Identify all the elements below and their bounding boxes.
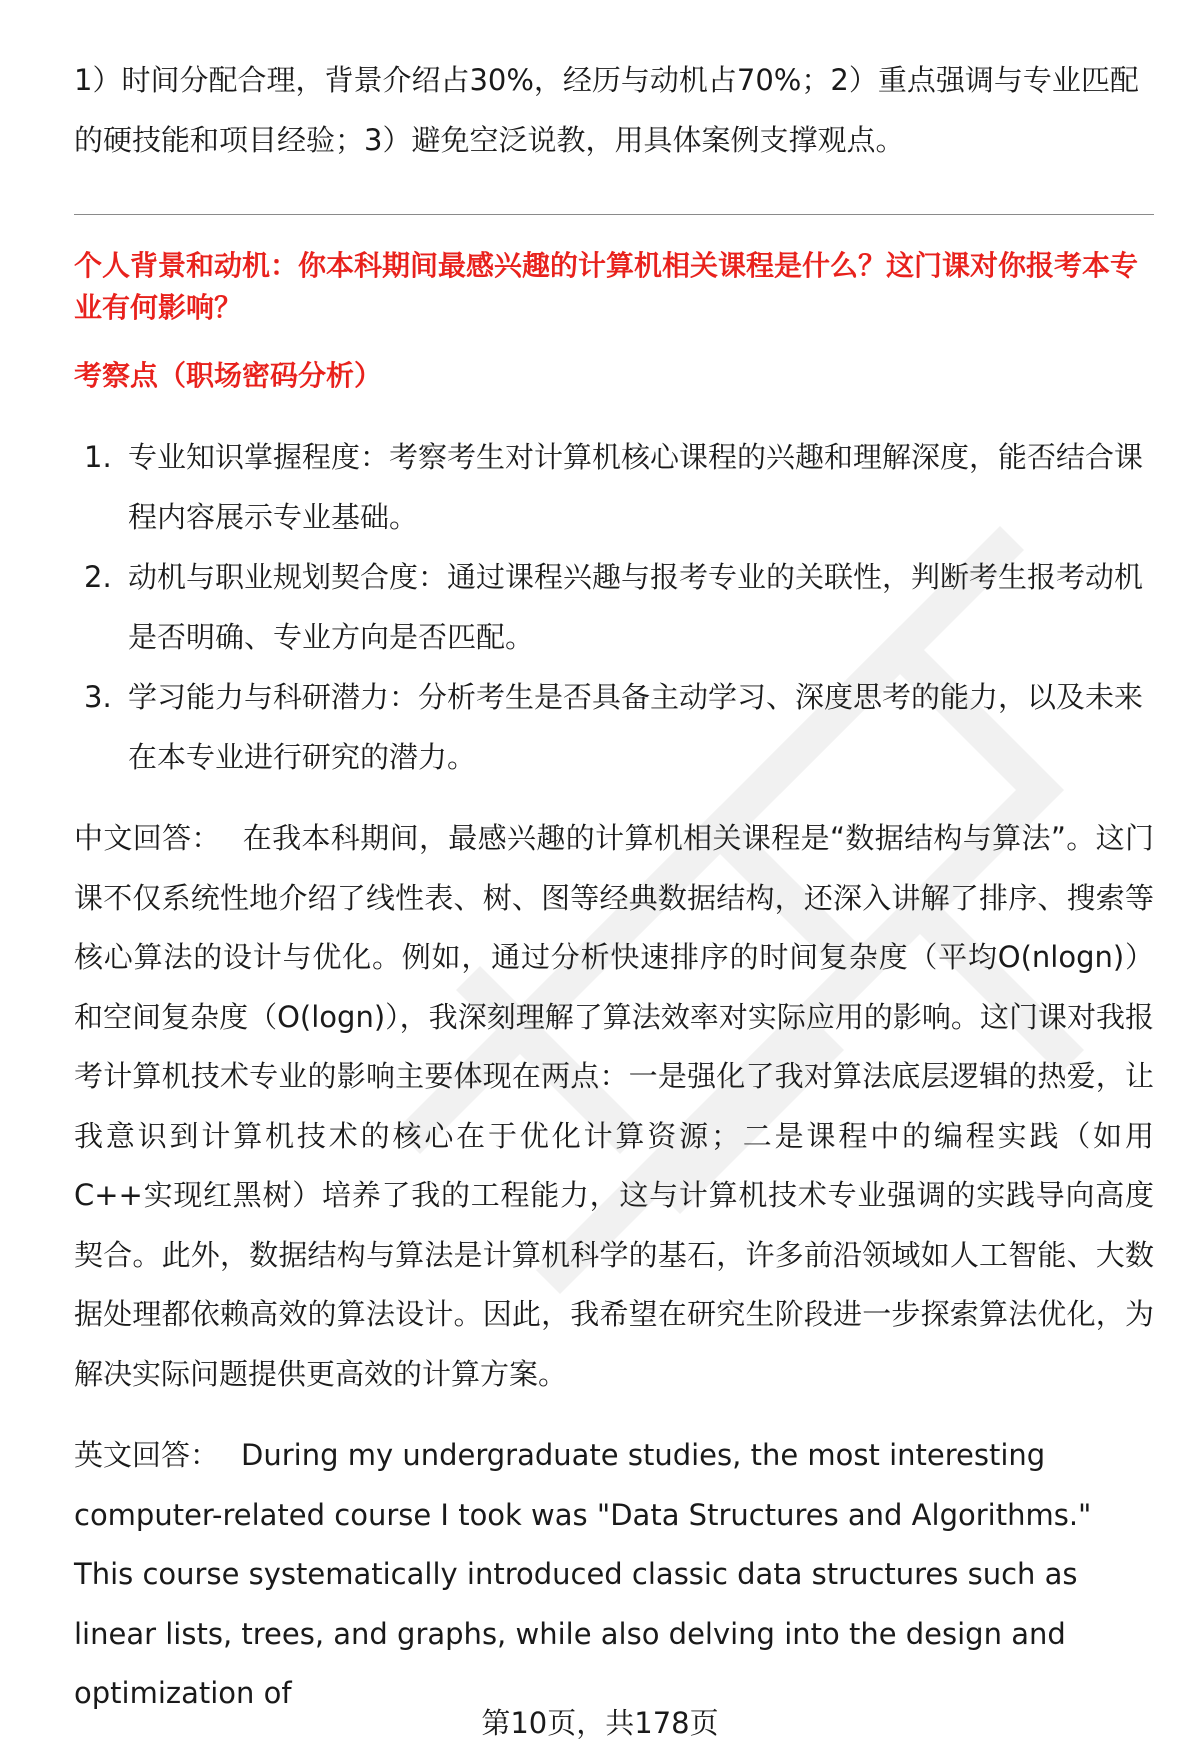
chinese-answer [74, 809, 1154, 1404]
chinese-answer-text: 在我本科期间，最感兴趣的计算机相关课程是“数据结构与算法”。这门课不仅系统性地介绍了线性表、树、图等经典数据结构，还深入讲解了排序、搜索等核心算法的设计与优化。例如，通过分析快速排序的时间复杂度（平均O(nlogn)）和空间复杂度（O(logn)），我深刻理解了算法效率对实际应用的影响。这门课对我报考计算机技术专业的影响主要体现在两点：一是强化了我对算法底层逻辑的热爱，让我意识到计算机技术的核心在于优化计算资源；二是课程中的编程实践（如用C++实现红黑树）培养了我的工程能力，这与计算机技术专业强调的实践导向高度契合。此外，数据结构与算法是计算机科学的基石，许多前沿领域如人工智能、大数据处理都依赖高效的算法设计。因此，我希望在研究生阶段进一步探索算法优化，为解决实际问题提供更高效的计算方案。 [74, 821, 1154, 1391]
assessment-points-list [74, 427, 1154, 787]
question-heading: 个人背景和动机：你本科期间最感兴趣的计算机相关课程是什么？这门课对你报考本专业有何影响？ [74, 249, 1139, 324]
section-divider [74, 214, 1154, 215]
list-item-number: 2. [84, 560, 112, 594]
intro-paragraph: 1）时间分配合理，背景介绍占30%，经历与动机占70%；2）重点强调与专业匹配的硬技能和项目经验；3）避免空泛说教，用具体案例支撑观点。 [74, 63, 1139, 157]
english-answer-label: 英文回答： [74, 1438, 220, 1472]
english-answer-text: During my undergraduate studies, the most interesting computer-related course I took was "Data Structures and Algorithms." This course systematically introduced classic data structures such as linear lists, trees, and graphs, while also delving into the design and optimization of [74, 1438, 1092, 1710]
list-item [74, 667, 1154, 787]
english-answer [74, 1426, 1154, 1724]
list-item [74, 427, 1154, 547]
list-item-number: 3. [84, 680, 112, 714]
chinese-answer-label: 中文回答： [74, 821, 221, 855]
assessment-points-heading: 考察点（职场密码分析） [74, 359, 383, 392]
list-item-number: 1. [84, 440, 112, 474]
list-item [74, 547, 1154, 667]
list-item-text: 动机与职业规划契合度：通过课程兴趣与报考专业的关联性，判断考生报考动机是否明确、专业方向是否匹配。 [128, 560, 1144, 654]
main-content [74, 50, 1154, 1724]
page-number: 第10页，共178页 [481, 1706, 719, 1740]
list-item-text: 学习能力与科研潜力：分析考生是否具备主动学习、深度思考的能力，以及未来在本专业进行研究的潜力。 [128, 680, 1144, 774]
list-item-text: 专业知识掌握程度：考察考生对计算机核心课程的兴趣和理解深度，能否结合课程内容展示专业基础。 [128, 440, 1144, 534]
